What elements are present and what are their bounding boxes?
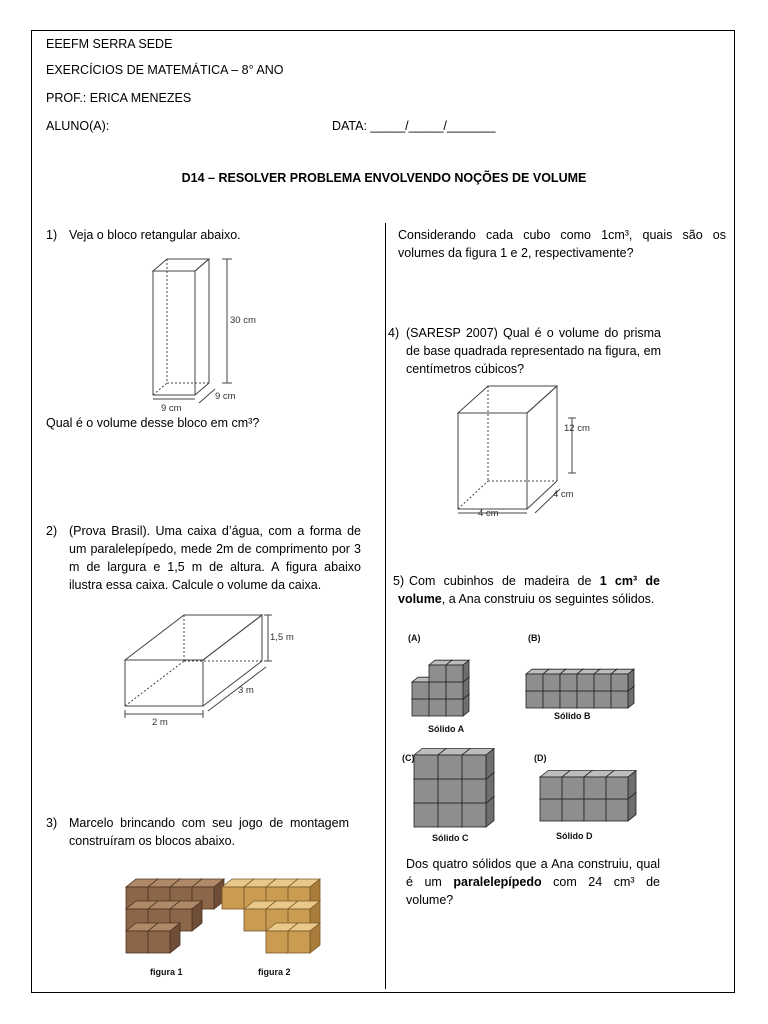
fig1-cube [148, 923, 180, 953]
solid-a-cube [446, 660, 469, 682]
date-field: DATA: _____/_____/_______ [332, 119, 496, 133]
q5-solids [398, 629, 678, 851]
q5-question-b: com 24 cm³ de volume? [406, 875, 660, 907]
q2-width-label: 2 m [152, 717, 168, 728]
teacher-line: PROF.: ERICA MENEZES [46, 91, 192, 105]
student-field: ALUNO(A): [46, 119, 110, 133]
q4-depth-label: 4 cm [553, 489, 574, 500]
solid-b-letter: (B) [528, 633, 541, 643]
q2-figure [120, 607, 330, 727]
q4-figure [452, 381, 612, 521]
q5-number: 5) [393, 574, 405, 588]
q5-question-a: Dos quatro sólidos que a Ana construiu, qual é um [406, 857, 660, 889]
solid-d-letter: (D) [534, 753, 547, 763]
fig2-cube [288, 923, 320, 953]
solid-c-name: Sólido C [432, 833, 469, 843]
q4-width-label: 4 cm [478, 508, 499, 519]
q2-text: (Prova Brasil). Uma caixa d’água, com a forma de um paralelepípedo, mede 2m de comprimento por 3 m de largura e 1,5 m de altura. A figura abaixo ilustra essa caixa. Calcule o volume da caixa. [69, 524, 361, 592]
q1-question: Qual é o volume desse bloco em cm³? [46, 416, 260, 430]
q3-continuation: Considerando cada cubo como 1cm³, quais são os volumes da figura 1 e 2, respectivamente? [398, 228, 726, 260]
q1-width-label: 9 cm [161, 403, 182, 414]
q1-figure [147, 253, 277, 414]
q5-bold-a: 1 cm³ de volume [398, 574, 660, 606]
q3-text: Marcelo brincando com seu jogo de montagem construíram os blocos abaixo. [69, 816, 349, 848]
q3-number: 3) [46, 816, 58, 830]
worksheet-title: D14 – RESOLVER PROBLEMA ENVOLVENDO NOÇÕES DE VOLUME [181, 171, 587, 185]
school-name: EEEFM SERRA SEDE [46, 37, 173, 51]
q4-height-label: 12 cm [564, 423, 590, 434]
q1-text: Veja o bloco retangular abaixo. [69, 228, 241, 242]
worksheet-page [31, 30, 735, 993]
solid-d-name: Sólido D [556, 831, 593, 841]
q4-number: 4) [388, 326, 400, 340]
q4-text: (SARESP 2007) Qual é o volume do prisma de base quadrada representado na figura, em centímetros cúbicos? [406, 326, 661, 376]
q2-height-label: 1,5 m [270, 632, 294, 643]
q3-figures [118, 863, 318, 979]
q5-question [406, 855, 660, 909]
solid-c-letter: (C) [402, 753, 415, 763]
solid-d-cube [606, 771, 636, 799]
solid-a-name: Sólido A [428, 724, 465, 734]
q1-depth-label: 9 cm [215, 391, 236, 402]
figure-1-label: figura 1 [150, 967, 183, 977]
q2-number: 2) [46, 524, 58, 538]
q5-text [398, 572, 660, 608]
q5-text-b: , a Ana construiu os seguintes sólidos. [441, 592, 655, 606]
solid-b-name: Sólido B [554, 711, 591, 721]
solid-a-letter: (A) [408, 633, 421, 643]
q5-text-a: Com cubinhos de madeira de [409, 574, 592, 588]
q5-question-bold: paralelepípedo [453, 875, 542, 889]
figure-2-label: figura 2 [258, 967, 291, 977]
subject-line: EXERCÍCIOS DE MATEMÁTICA – 8° ANO [46, 63, 284, 77]
solid-b-cube [611, 669, 634, 691]
q1-number: 1) [46, 228, 58, 242]
q2-depth-label: 3 m [238, 685, 254, 696]
q1-height-label: 30 cm [230, 315, 256, 326]
column-divider [385, 223, 386, 989]
solid-c-cube [462, 749, 494, 779]
